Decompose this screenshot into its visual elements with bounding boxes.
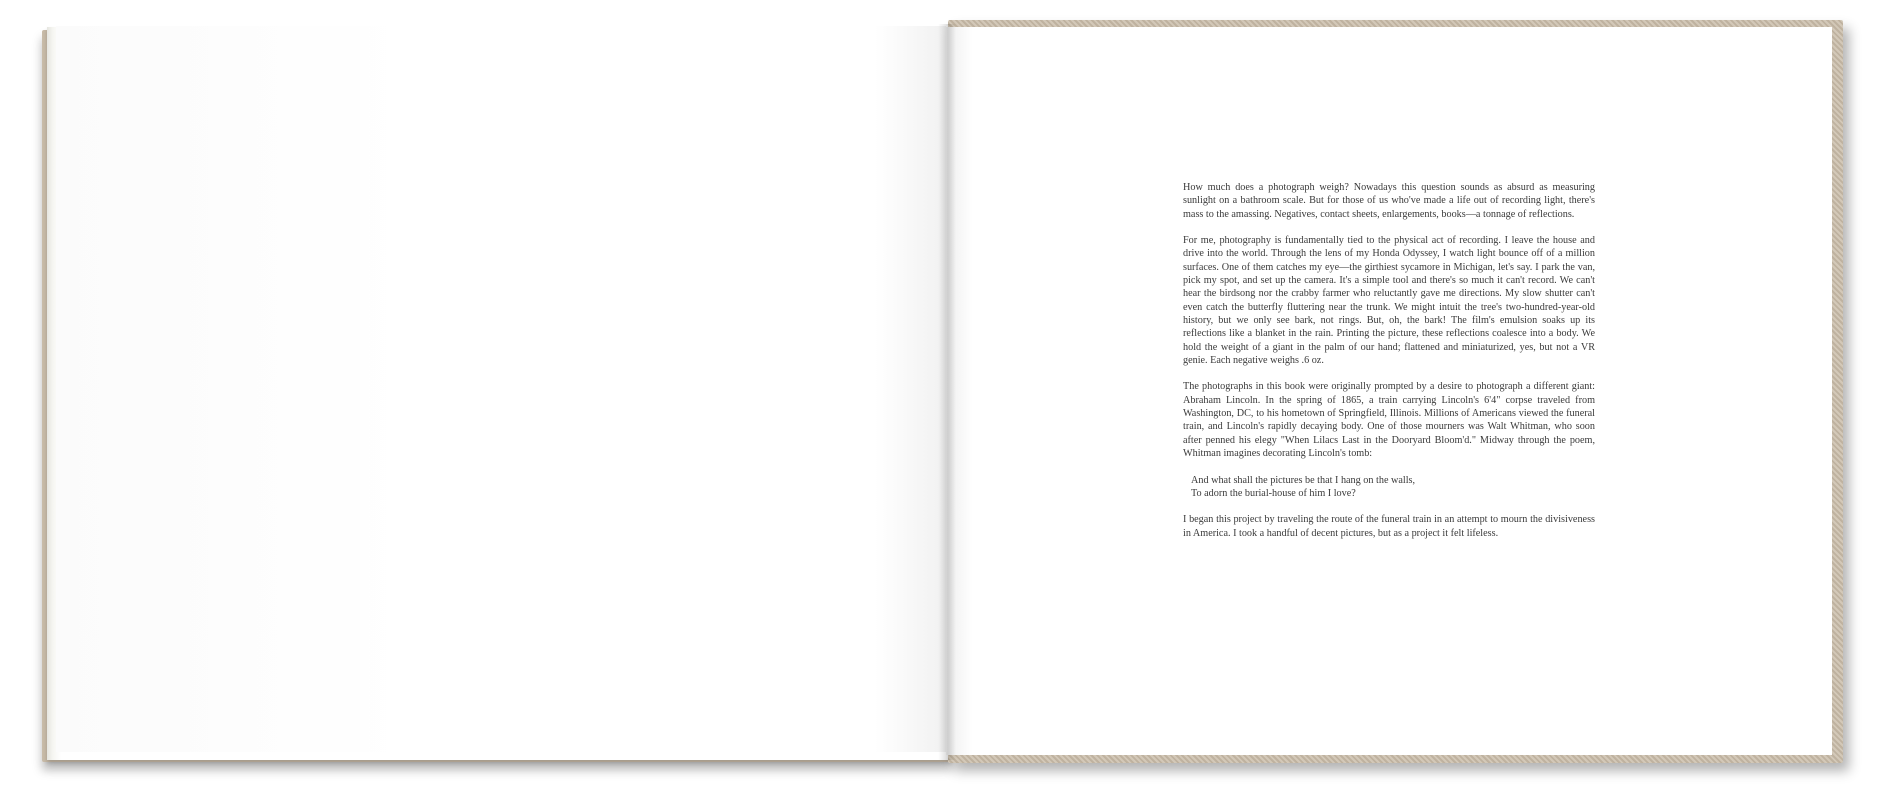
poem-line-1: And what shall the pictures be that I hang on the walls, <box>1191 474 1416 486</box>
essay-paragraph-3: The photographs in this book were originally prompted by a desire to photograph a different giant: Abraham Lincoln. In the spring of 1865, a train carrying Lincoln's 6'4" corpse traveled from Washington, DC, to his hometown of Springfield, Illinois. Millions of Americans viewed the funeral train, and Lincoln's rapidly decaying body. One of those mourners was Walt Whitman, who soon after penned his elegy "When Lilacs Last in the Dooryard Bloom'd." Midway through the poem, Whitman imagines decorating Lincoln's tomb: <box>1183 381 1595 459</box>
poem-quote <box>1183 474 1595 501</box>
essay-paragraph-2: For me, photography is fundamentally tied to the physical act of recording. I leave the house and drive into the world. Through the lens of my Honda Odyssey, I watch light bounce off of a million surfaces. One of them catches my eye—the girthiest sycamore in Michigan, let's say. I park the van, pick my spot, and set up the camera. It's a simple tool and there's so much it can't record. We can't hear the birdsong nor the crabby farmer who reluctantly gave me directions. My slow shutter can't even catch the butterfly fluttering near the trunk. We might intuit the tree's two-hundred-year-old history, but we only see bark, not rings. But, oh, the bark! The film's emulsion soaks up its reflections like a blanket in the rain. Printing the picture, these reflections coalesce into a body. We hold the weight of a giant in the palm of our hand; flattened and miniaturized, yes, but not a VR genie. Each negative weighs .6 oz. <box>1183 235 1595 366</box>
essay-closing-paragraph: I began this project by traveling the route of the funeral train in an attempt to mourn the divisiveness in America. I took a handful of decent pictures, but as a project it felt lifeless. <box>1183 514 1595 539</box>
essay-text-block <box>1183 181 1595 553</box>
left-page-blank <box>56 26 946 752</box>
essay-paragraph-1: How much does a photograph weigh? Nowadays this question sounds as absurd as measuring sunlight on a bathroom scale. But for those of us who've made a life out of recording light, there's mass to the amassing. Negatives, contact sheets, enlargements, books—a tonnage of reflections. <box>1183 182 1595 220</box>
book-gutter <box>938 24 956 760</box>
poem-line-2: To adorn the burial-house of him I love? <box>1191 487 1356 499</box>
